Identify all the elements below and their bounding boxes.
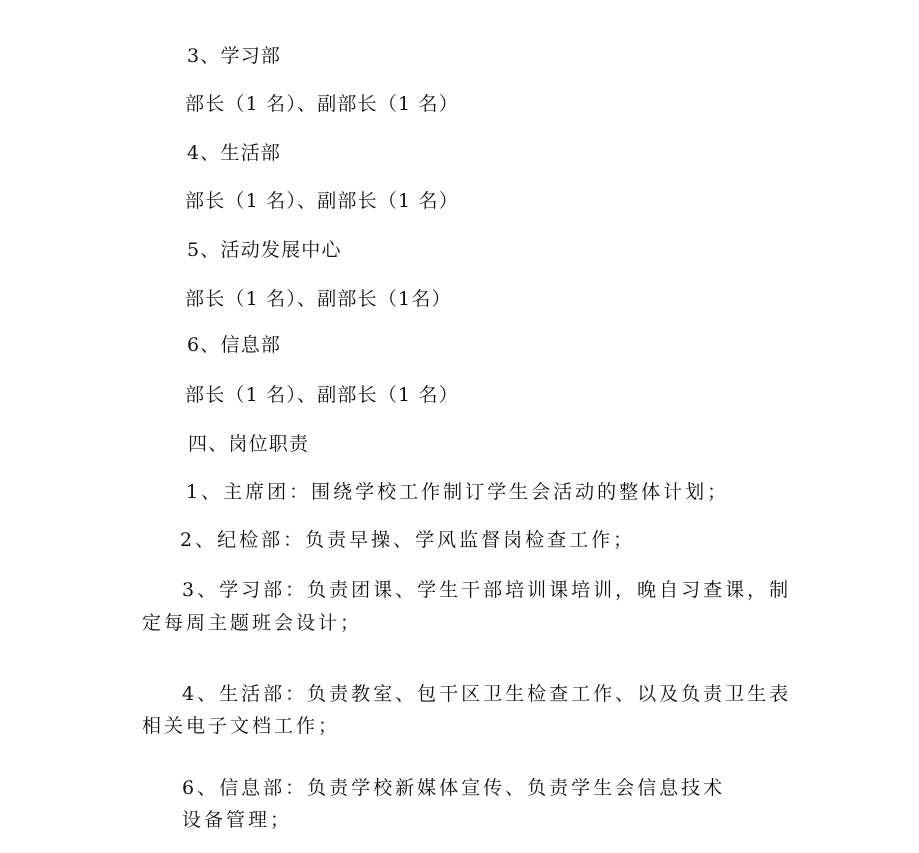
staff-line-info: 部长（1 名）、副部长（1 名） [185, 384, 459, 406]
section-heading-activity: 5、活动发展中心 [187, 239, 342, 261]
duty-study-line-2: 定每周主题班会设计； [142, 612, 363, 634]
section-heading-life: 4、生活部 [187, 142, 282, 164]
duty-life-line-1: 4、生活部：负责教室、包干区卫生检查工作、以及负责卫生表 [182, 683, 792, 705]
duty-study-line-1: 3、学习部：负责团课、学生干部培训课培训，晚自习查课，制 [182, 579, 792, 601]
duty-life-line-2: 相关电子文档工作； [142, 715, 341, 737]
section-heading-study: 3、学习部 [187, 45, 282, 67]
section-heading-info: 6、信息部 [187, 334, 282, 356]
duty-discipline: 2、纪检部：负责早操、学风监督岗检查工作； [180, 529, 636, 551]
section-heading-duties: 四、岗位职责 [188, 433, 310, 455]
staff-line-life: 部长（1 名）、副部长（1 名） [185, 190, 459, 212]
duty-info-line-1: 6、信息部：负责学校新媒体宣传、负责学生会信息技术 [182, 777, 726, 799]
duty-info-line-2: 设备管理； [182, 809, 293, 831]
staff-line-activity: 部长（1 名）、副部长（1名） [185, 288, 452, 310]
staff-line-study: 部长（1 名）、副部长（1 名） [185, 93, 459, 115]
duty-presidium: 1、主席团：围绕学校工作制订学生会活动的整体计划； [186, 481, 730, 503]
